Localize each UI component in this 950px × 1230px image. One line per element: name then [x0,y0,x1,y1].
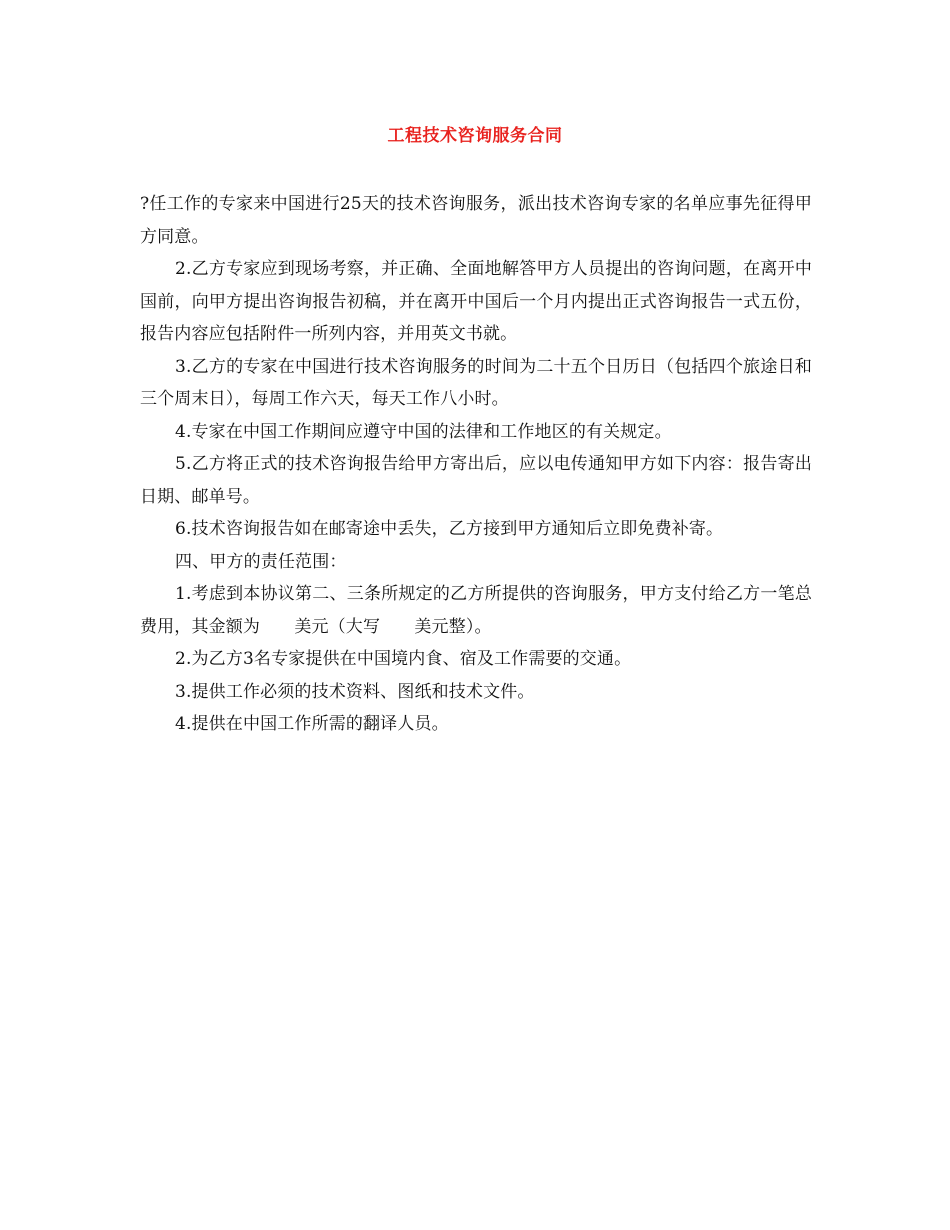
paragraph-clause-3: 3.乙方的专家在中国进行技术咨询服务的时间为二十五个日历日（包括四个旅途日和三个周末日），每周工作六天，每天工作八小时。 [140,356,812,409]
paragraph-a-clause-3: 3.提供工作必须的技术资料、图纸和技术文件。 [175,681,535,702]
document-title: 工程技术咨询服务合同 [387,126,563,146]
paragraph-a-clause-2: 2.为乙方3名专家提供在中国境内食、宿及工作需要的交通。 [175,649,632,669]
paragraph-clause-4: 4.专家在中国工作期间应遵守中国的法律和工作地区的有关规定。 [175,421,672,442]
paragraph-a-clause-4: 4.提供在中国工作所需的翻译人员。 [175,714,449,734]
section-heading-party-a-responsibilities: 四、甲方的责任范围： [175,551,347,572]
paragraph-clause-2: 2.乙方专家应到现场考察，并正确、全面地解答甲方人员提出的咨询问题，在离开中国前，向甲方提出咨询报告初稿，并在离开中国后一个月内提出正式咨询报告一式五份，报告内容应包括附件一所列内容，并用英文书就。 [140,259,812,344]
paragraph-intro: ?任工作的专家来中国进行25天的技术咨询服务，派出技术咨询专家的名单应事先征得甲方同意。 [140,194,812,247]
paragraph-a-clause-1: 1.考虑到本协议第二、三条所规定的乙方所提供的咨询服务，甲方支付给乙方一笔总费用，其金额为 美元（大写 美元整）。 [140,584,812,637]
paragraph-clause-5: 5.乙方将正式的技术咨询报告给甲方寄出后，应以电传通知甲方如下内容：报告寄出日期、邮单号。 [140,454,812,507]
paragraph-clause-6: 6.技术咨询报告如在邮寄途中丢失，乙方接到甲方通知后立即免费补寄。 [175,519,724,539]
document-body [140,188,812,741]
